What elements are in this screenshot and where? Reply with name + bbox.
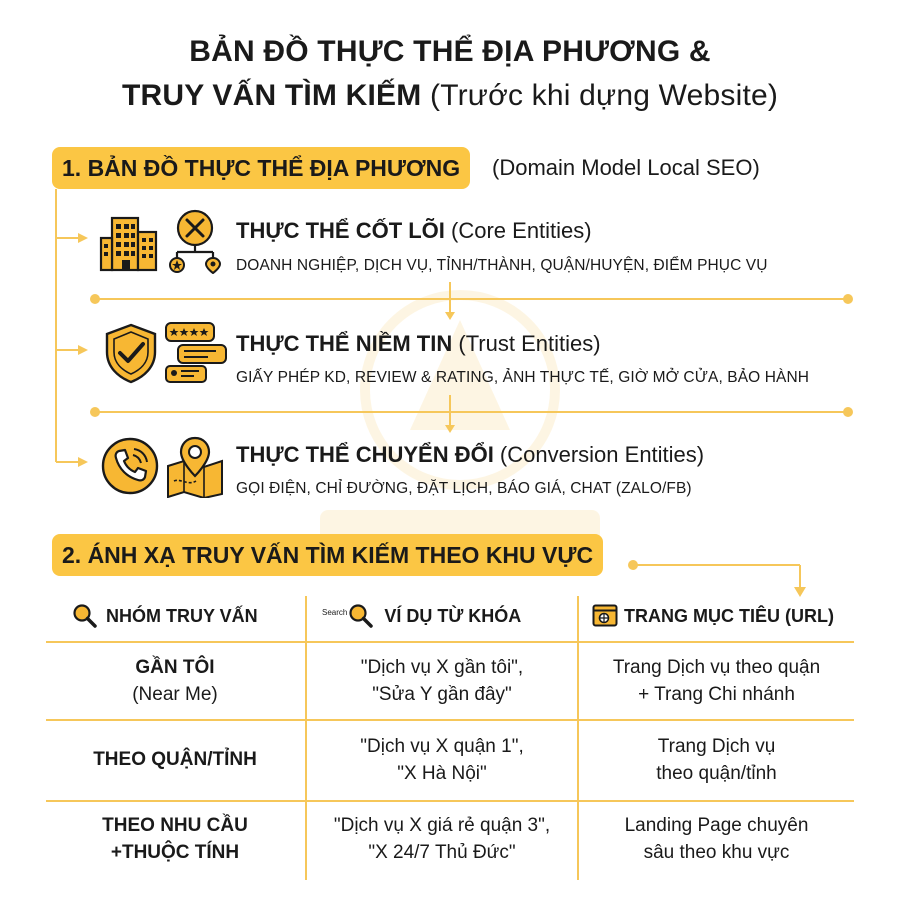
row-2-target-line-1: Trang Dịch vụ [657,736,776,757]
table-header-query-group [72,596,302,636]
web-page-icon [592,603,618,629]
row-1-group-line-1: GẦN TÔI [135,657,215,678]
row-3-example-line-2: "X 24/7 Thủ Đức" [368,842,516,863]
entity-core-title [236,218,592,244]
section-2-label: 2. ÁNH XẠ TRUY VẤN TÌM KIẾM THEO KHU VỰC [52,534,603,576]
table-header-label: NHÓM TRUY VẤN [106,605,258,626]
row-3-group-line-2: +THUỘC TÍNH [110,842,240,863]
table-row [46,812,304,866]
entity-trust-title-normal: (Trust Entities) [452,331,601,356]
section-1-label: 1. BẢN ĐỒ THỰC THỂ ĐỊA PHƯƠNG [52,147,470,189]
title-line-1: BẢN ĐỒ THỰC THỂ ĐỊA PHƯƠNG & [189,35,711,68]
entity-conversion-title [236,442,704,468]
table-header-target-page [592,596,852,636]
row-1-target-line-2: + Trang Chi nhánh [638,684,795,705]
row-2-target-line-2: theo quận/tỉnh [656,763,777,784]
section-1-suffix: (Domain Model Local SEO) [492,155,760,180]
map-pin-icon [164,436,226,498]
table-divider [46,719,854,721]
entity-conversion-title-normal: (Conversion Entities) [493,442,705,467]
row-3-group-line-1: THEO NHU CẦU [102,815,248,836]
table-row [46,654,304,708]
entity-trust-title-bold: THỰC THỂ NIỀM TIN [236,331,453,356]
row-3-example [307,812,577,866]
row-2-group-line-1: THEO QUẬN/TỈNH [93,749,257,770]
title-line-2-bold: TRUY VẤN TÌM KIẾM [121,79,422,112]
search-icon [348,603,374,629]
row-1-example-line-2: "Sửa Y gần đây" [372,684,512,705]
table-row [46,746,304,773]
table-divider [46,800,854,802]
building-icon [98,212,160,274]
row-1-target-line-1: Trang Dịch vụ theo quận [612,657,821,678]
search-icon [72,603,98,629]
row-1-example-line-1: "Dịch vụ X gần tôi", [360,657,524,678]
row-2-example-line-1: "Dịch vụ X quận 1", [360,736,524,757]
row-3-target-line-1: Landing Page chuyên [624,815,809,836]
row-2-example [307,733,577,787]
row-3-target [579,812,854,866]
entity-conversion-title-bold: THỰC THỂ CHUYỂN ĐỔI [236,442,494,467]
entity-core-items: DOANH NGHIỆP, DỊCH VỤ, TỈNH/THÀNH, QUẬN/HUYỆN, ĐIỂM PHỤC VỤ [236,257,768,274]
entity-conversion-items: GỌI ĐIỆN, CHỈ ĐƯỜNG, ĐẶT LỊCH, BÁO GIÁ, CHAT (ZALO/FB) [236,480,692,497]
entity-trust-items: GIẤY PHÉP KD, REVIEW & RATING, ẢNH THỰC TẾ, GIỜ MỞ CỬA, BẢO HÀNH [236,369,810,386]
entity-core-title-bold: THỰC THỂ CỐT LÕI [236,218,445,243]
row-1-example [307,654,577,708]
table-divider [46,641,854,643]
entity-core-title-normal: (Core Entities) [444,218,592,243]
row-1-group-line-2: (Near Me) [132,684,218,705]
search-mini-label: Search [322,607,348,617]
entity-trust-title [236,331,601,357]
title-line-2-normal: (Trước khi dựng Website) [421,79,779,112]
phone-icon [100,436,160,496]
tools-network-icon [165,208,225,274]
row-2-target [579,733,854,787]
table-header-keyword-example [322,596,572,636]
row-2-example-line-2: "X Hà Nội" [397,763,487,784]
row-3-target-line-2: sâu theo khu vực [643,842,790,863]
review-rating-icon [164,320,228,384]
row-3-example-line-1: "Dịch vụ X giá rẻ quận 3", [333,815,551,836]
table-header-label: TRANG MỤC TIÊU (URL) [624,605,834,626]
shield-check-icon [102,322,160,384]
row-1-target [579,654,854,708]
table-header-label: VÍ DỤ TỪ KHÓA [384,605,522,626]
